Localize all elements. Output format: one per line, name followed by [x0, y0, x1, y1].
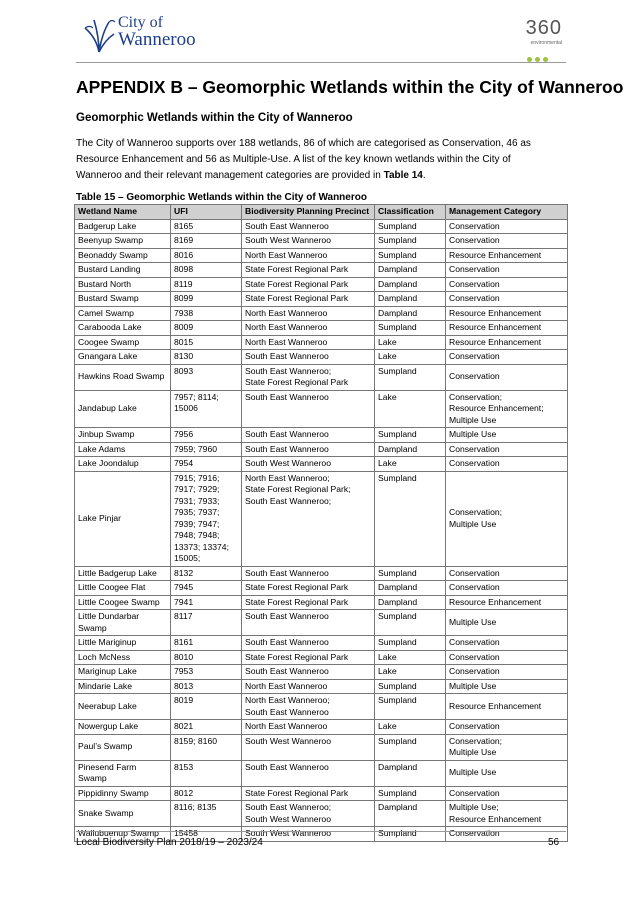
table-row — [75, 219, 568, 234]
cell-management-category: Conservation — [446, 219, 568, 234]
cell-wetland-name: Camel Swamp — [75, 306, 171, 321]
cell-wetland-name: Bustard Landing — [75, 263, 171, 278]
logo-text-environmental: environmental — [530, 40, 562, 46]
cell-management-category: Conservation — [446, 457, 568, 472]
table-row — [75, 471, 568, 566]
cell-wetland-name: Pinesend Farm Swamp — [75, 760, 171, 786]
cell-ufi: 8117 — [171, 610, 242, 636]
cell-precinct: South West Wanneroo — [242, 734, 375, 760]
cell-wetland-name: Lake Adams — [75, 442, 171, 457]
cell-ufi: 8016 — [171, 248, 242, 263]
cell-wetland-name: Beenyup Swamp — [75, 234, 171, 249]
cell-management-category: Conservation; Multiple Use — [446, 734, 568, 760]
table-row — [75, 734, 568, 760]
cell-precinct: North East Wanneroo — [242, 321, 375, 336]
logo-text-wanneroo: Wanneroo — [118, 29, 196, 50]
360-environmental-logo — [504, 17, 564, 62]
cell-ufi: 7941 — [171, 595, 242, 610]
table-row — [75, 581, 568, 596]
header-classification: Classification — [375, 205, 446, 220]
cell-management-category: Conservation — [446, 720, 568, 735]
cell-management-category: Resource Enhancement — [446, 321, 568, 336]
table-row — [75, 335, 568, 350]
cell-ufi: 7956 — [171, 428, 242, 443]
cell-ufi: 7938 — [171, 306, 242, 321]
cell-classification: Dampland — [375, 292, 446, 307]
cell-management-category: Conservation — [446, 292, 568, 307]
cell-wetland-name: Jinbup Swamp — [75, 428, 171, 443]
cell-management-category: Conservation — [446, 566, 568, 581]
cell-ufi: 8119 — [171, 277, 242, 292]
cell-precinct: South East Wanneroo — [242, 350, 375, 365]
cell-precinct: North East Wanneroo — [242, 335, 375, 350]
cell-ufi: 8130 — [171, 350, 242, 365]
cell-classification: Lake — [375, 720, 446, 735]
table-row — [75, 801, 568, 827]
cell-wetland-name: Mindarie Lake — [75, 679, 171, 694]
cell-classification: Lake — [375, 335, 446, 350]
cell-classification: Dampland — [375, 760, 446, 786]
cell-management-category: Resource Enhancement — [446, 306, 568, 321]
table-row — [75, 636, 568, 651]
cell-management-category: Conservation — [446, 277, 568, 292]
cell-precinct: State Forest Regional Park — [242, 263, 375, 278]
cell-precinct: South West Wanneroo — [242, 234, 375, 249]
cell-classification: Lake — [375, 350, 446, 365]
cell-management-category: Multiple Use — [446, 760, 568, 786]
cell-precinct: North East Wanneroo — [242, 248, 375, 263]
cell-classification: Sumpland — [375, 694, 446, 720]
cell-wetland-name: Little Coogee Swamp — [75, 595, 171, 610]
section-heading: Geomorphic Wetlands within the City of Wanneroo — [76, 112, 353, 124]
cell-classification: Sumpland — [375, 734, 446, 760]
cell-ufi: 8021 — [171, 720, 242, 735]
intro-text: The City of Wanneroo supports over 188 wetlands, 86 of which are categorised as Conservation, 46 as Resource Enhancement and 56 as Multiple-Use. A list of the key known wetlands within the City of Wanneroo and their relevant management categories are provided in — [76, 138, 531, 181]
table-row — [75, 321, 568, 336]
table-caption: Table 15 – Geomorphic Wetlands within the City of Wanneroo — [76, 192, 367, 203]
header-wetland-name: Wetland Name — [75, 205, 171, 220]
table-row — [75, 364, 568, 390]
cell-wetland-name: Lake Pinjar — [75, 471, 171, 566]
table-row — [75, 390, 568, 428]
cell-classification: Sumpland — [375, 234, 446, 249]
cell-precinct: State Forest Regional Park — [242, 277, 375, 292]
footer-document-title: Local Biodiversity Plan 2018/19 – 2023/24 — [76, 837, 263, 848]
cell-management-category: Conservation — [446, 650, 568, 665]
cell-classification: Sumpland — [375, 636, 446, 651]
table-row — [75, 650, 568, 665]
cell-precinct: State Forest Regional Park — [242, 786, 375, 801]
table-row — [75, 760, 568, 786]
cell-ufi: 8012 — [171, 786, 242, 801]
cell-management-category: Conservation — [446, 827, 568, 842]
cell-ufi: 8165 — [171, 219, 242, 234]
cell-ufi: 8161 — [171, 636, 242, 651]
cell-ufi: 8169 — [171, 234, 242, 249]
cell-ufi: 8116; 8135 — [171, 801, 242, 827]
header-divider — [76, 62, 566, 63]
cell-classification: Sumpland — [375, 364, 446, 390]
cell-management-category: Conservation — [446, 786, 568, 801]
cell-ufi: 8015 — [171, 335, 242, 350]
cell-classification: Sumpland — [375, 786, 446, 801]
cell-management-category: Multiple Use — [446, 428, 568, 443]
table-row — [75, 665, 568, 680]
footer-divider — [76, 831, 566, 832]
table-row — [75, 442, 568, 457]
wetlands-table — [74, 204, 568, 842]
cell-ufi: 8010 — [171, 650, 242, 665]
cell-ufi: 8099 — [171, 292, 242, 307]
cell-ufi: 8013 — [171, 679, 242, 694]
table-row — [75, 679, 568, 694]
city-of-wanneroo-logo — [82, 12, 202, 62]
cell-classification: Sumpland — [375, 219, 446, 234]
table-row — [75, 786, 568, 801]
header-ufi: UFI — [171, 205, 242, 220]
cell-wetland-name: Bustard North — [75, 277, 171, 292]
cell-ufi: 7957; 8114; 15006 — [171, 390, 242, 428]
cell-precinct: South East Wanneroo — [242, 428, 375, 443]
cell-ufi: 15458 — [171, 827, 242, 842]
cell-wetland-name: Little Dundarbar Swamp — [75, 610, 171, 636]
cell-wetland-name: Gnangara Lake — [75, 350, 171, 365]
cell-ufi: 7915; 7916; 7917; 7929; 7931; 7933; 7935; 7937; 7939; 7947; 7948; 7948; 13373; 13374; 15005; — [171, 471, 242, 566]
cell-management-category: Multiple Use — [446, 610, 568, 636]
table-row — [75, 566, 568, 581]
cell-precinct: South East Wanneroo — [242, 566, 375, 581]
cell-classification: Lake — [375, 457, 446, 472]
cell-ufi: 7954 — [171, 457, 242, 472]
cell-wetland-name: Pippidinny Swamp — [75, 786, 171, 801]
cell-precinct: North East Wanneroo — [242, 720, 375, 735]
cell-wetland-name: Jandabup Lake — [75, 390, 171, 428]
table-row — [75, 595, 568, 610]
cell-wetland-name: Carabooda Lake — [75, 321, 171, 336]
reed-icon — [82, 14, 116, 54]
table-row — [75, 428, 568, 443]
cell-management-category: Conservation; Resource Enhancement; Multiple Use — [446, 390, 568, 428]
cell-wetland-name: Little Coogee Flat — [75, 581, 171, 596]
cell-precinct: State Forest Regional Park — [242, 650, 375, 665]
table-header-row — [75, 205, 568, 220]
cell-classification: Dampland — [375, 442, 446, 457]
table-row — [75, 263, 568, 278]
page-title: APPENDIX B – Geomorphic Wetlands within the City of Wanneroo — [76, 77, 624, 97]
cell-precinct: State Forest Regional Park — [242, 292, 375, 307]
cell-management-category: Conservation — [446, 263, 568, 278]
cell-management-category: Conservation — [446, 665, 568, 680]
logo-dots-icon — [524, 49, 548, 67]
cell-wetland-name: Wallubuenup Swamp — [75, 827, 171, 842]
cell-classification: Lake — [375, 390, 446, 428]
cell-precinct: South East Wanneroo — [242, 665, 375, 680]
cell-management-category: Resource Enhancement — [446, 248, 568, 263]
cell-ufi: 8019 — [171, 694, 242, 720]
table-row — [75, 277, 568, 292]
cell-precinct: North East Wanneroo; State Forest Regional Park; South East Wanneroo; — [242, 471, 375, 566]
cell-classification: Dampland — [375, 306, 446, 321]
cell-classification: Sumpland — [375, 827, 446, 842]
cell-precinct: South East Wanneroo — [242, 390, 375, 428]
cell-classification: Sumpland — [375, 610, 446, 636]
intro-table-reference: Table 14 — [383, 170, 423, 181]
cell-management-category: Conservation; Multiple Use — [446, 471, 568, 566]
cell-classification: Dampland — [375, 595, 446, 610]
table-row — [75, 306, 568, 321]
cell-management-category: Resource Enhancement — [446, 694, 568, 720]
cell-wetland-name: Snake Swamp — [75, 801, 171, 827]
cell-management-category: Resource Enhancement — [446, 335, 568, 350]
cell-management-category: Conservation — [446, 234, 568, 249]
logo-text-360: 360 — [525, 17, 562, 39]
logo-text-city-of: City of — [118, 14, 163, 31]
cell-wetland-name: Beonaddy Swamp — [75, 248, 171, 263]
cell-wetland-name: Nowergup Lake — [75, 720, 171, 735]
cell-wetland-name: Little Badgerup Lake — [75, 566, 171, 581]
cell-classification: Sumpland — [375, 471, 446, 566]
cell-precinct: North East Wanneroo — [242, 679, 375, 694]
cell-classification: Sumpland — [375, 428, 446, 443]
cell-ufi: 8098 — [171, 263, 242, 278]
cell-wetland-name: Badgerup Lake — [75, 219, 171, 234]
cell-precinct: State Forest Regional Park — [242, 581, 375, 596]
cell-precinct: South East Wanneroo — [242, 636, 375, 651]
cell-ufi: 7959; 7960 — [171, 442, 242, 457]
cell-classification: Lake — [375, 650, 446, 665]
cell-precinct: South East Wanneroo — [242, 610, 375, 636]
page-header — [82, 12, 564, 62]
cell-classification: Sumpland — [375, 248, 446, 263]
cell-ufi: 8132 — [171, 566, 242, 581]
cell-classification: Sumpland — [375, 679, 446, 694]
cell-precinct: South East Wanneroo — [242, 760, 375, 786]
cell-classification: Lake — [375, 665, 446, 680]
cell-wetland-name: Little Mariginup — [75, 636, 171, 651]
table-row — [75, 457, 568, 472]
cell-management-category: Multiple Use — [446, 679, 568, 694]
cell-ufi: 8009 — [171, 321, 242, 336]
intro-paragraph — [76, 136, 558, 184]
cell-management-category: Conservation — [446, 350, 568, 365]
table-row — [75, 610, 568, 636]
cell-management-category: Conservation — [446, 442, 568, 457]
cell-wetland-name: Neerabup Lake — [75, 694, 171, 720]
cell-management-category: Conservation — [446, 636, 568, 651]
cell-management-category: Resource Enhancement — [446, 595, 568, 610]
cell-wetland-name: Lake Joondalup — [75, 457, 171, 472]
cell-classification: Sumpland — [375, 566, 446, 581]
cell-management-category: Conservation — [446, 581, 568, 596]
cell-ufi: 8159; 8160 — [171, 734, 242, 760]
cell-precinct: State Forest Regional Park — [242, 595, 375, 610]
table-row — [75, 694, 568, 720]
header-precinct: Biodiversity Planning Precinct — [242, 205, 375, 220]
cell-wetland-name: Mariginup Lake — [75, 665, 171, 680]
cell-ufi: 7953 — [171, 665, 242, 680]
table-row — [75, 350, 568, 365]
cell-precinct: South East Wanneroo; South West Wanneroo — [242, 801, 375, 827]
table-row — [75, 720, 568, 735]
page-number: 56 — [548, 837, 560, 848]
cell-precinct: South East Wanneroo — [242, 219, 375, 234]
cell-ufi: 7945 — [171, 581, 242, 596]
cell-classification: Dampland — [375, 581, 446, 596]
cell-wetland-name: Loch McNess — [75, 650, 171, 665]
cell-precinct: North East Wanneroo — [242, 306, 375, 321]
header-management-category: Management Category — [446, 205, 568, 220]
cell-classification: Dampland — [375, 801, 446, 827]
cell-wetland-name: Hawkins Road Swamp — [75, 364, 171, 390]
cell-precinct: South West Wanneroo — [242, 827, 375, 842]
cell-precinct: South East Wanneroo — [242, 442, 375, 457]
cell-precinct: South West Wanneroo — [242, 457, 375, 472]
cell-wetland-name: Coogee Swamp — [75, 335, 171, 350]
cell-management-category: Multiple Use; Resource Enhancement — [446, 801, 568, 827]
cell-classification: Sumpland — [375, 321, 446, 336]
cell-precinct: South East Wanneroo; State Forest Regional Park — [242, 364, 375, 390]
table-body — [75, 219, 568, 841]
cell-classification: Dampland — [375, 277, 446, 292]
cell-classification: Dampland — [375, 263, 446, 278]
cell-wetland-name: Paul’s Swamp — [75, 734, 171, 760]
table-row — [75, 234, 568, 249]
cell-ufi: 8153 — [171, 760, 242, 786]
intro-end: . — [422, 170, 426, 181]
cell-precinct: North East Wanneroo; South East Wanneroo — [242, 694, 375, 720]
cell-wetland-name: Bustard Swamp — [75, 292, 171, 307]
table-row — [75, 292, 568, 307]
table-row — [75, 248, 568, 263]
cell-management-category: Conservation — [446, 364, 568, 390]
cell-ufi: 8093 — [171, 364, 242, 390]
